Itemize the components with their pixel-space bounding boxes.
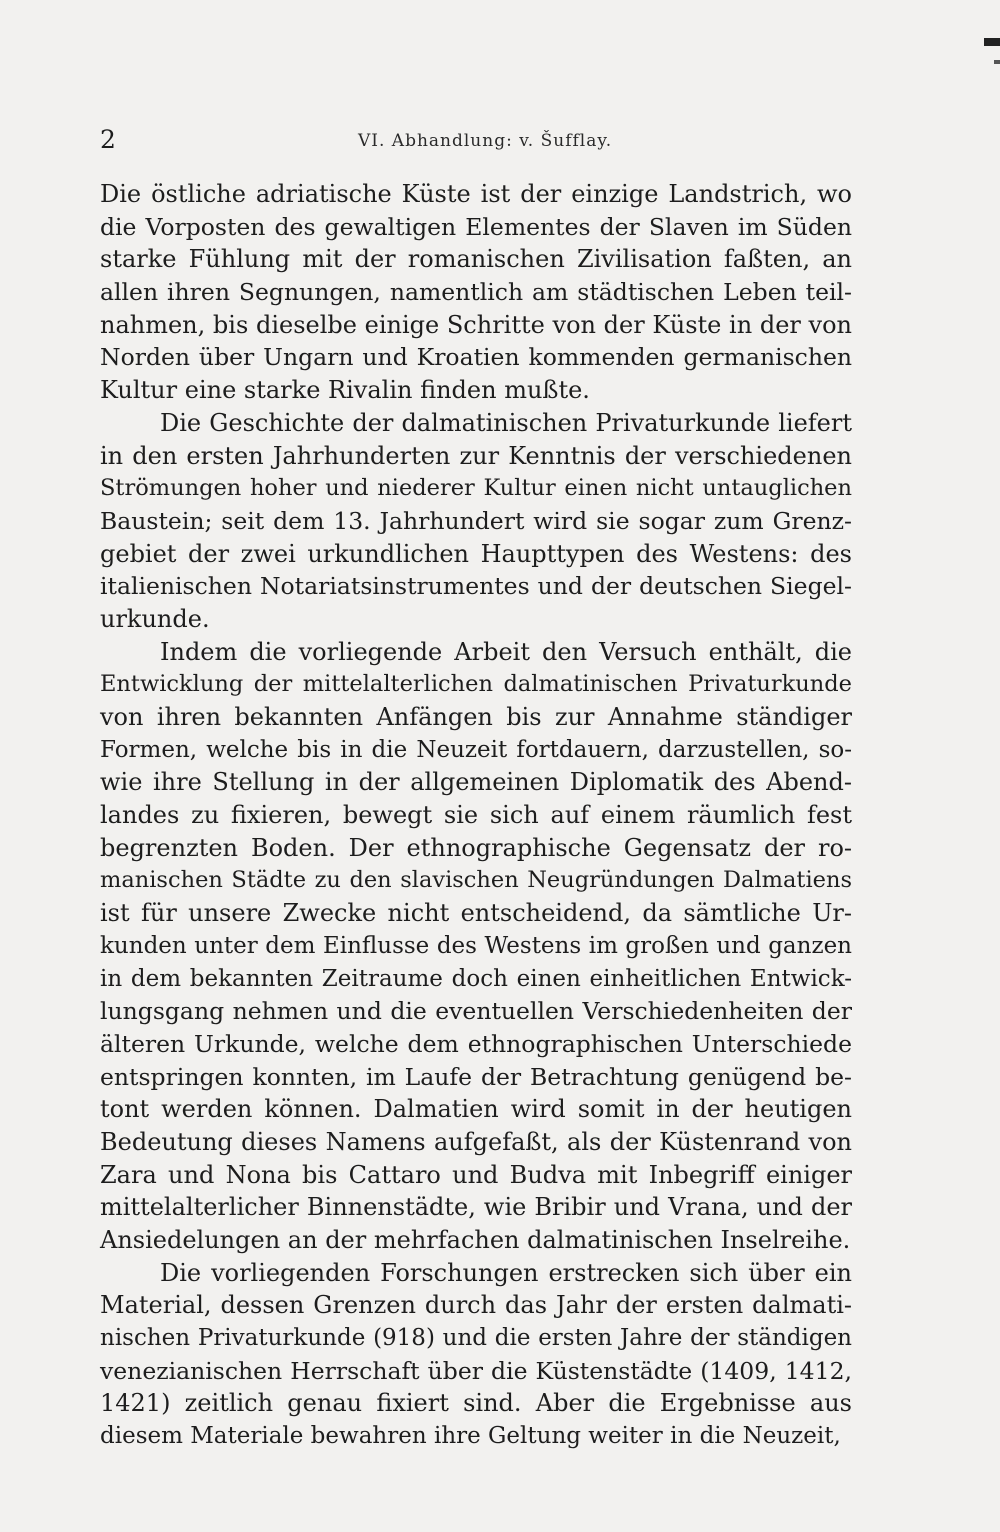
text-line: lungsgang nehmen und die eventuellen Verschiedenheiten der xyxy=(100,997,852,1026)
text-line: Strömungen hoher und niederer Kultur einen nicht untauglichen xyxy=(100,475,852,502)
scan-edge-mark xyxy=(984,38,1000,46)
text-line: Die Geschichte der dalmatinischen Privaturkunde liefert xyxy=(160,408,852,437)
text-line: nischen Privaturkunde (918) und die ersten Jahre der ständigen xyxy=(100,1325,852,1352)
text-line: entspringen konnten, im Laufe der Betrachtung genügend be- xyxy=(100,1062,852,1091)
text-line: Kultur eine starke Rivalin finden mußte. xyxy=(100,376,590,405)
text-line: in dem bekannten Zeitraume doch einen einheitlichen Entwick- xyxy=(100,965,852,992)
text-line: nahmen, bis dieselbe einige Schritte von der Küste in der von xyxy=(100,310,852,339)
text-line: diesem Materiale bewahren ihre Geltung weiter in die Neuzeit, xyxy=(100,1423,841,1450)
text-line: Indem die vorliegende Arbeit den Versuch enthält, die xyxy=(160,637,852,666)
text-line: von ihren bekannten Anfängen bis zur Annahme ständiger xyxy=(100,703,852,731)
scan-edge-speck xyxy=(994,60,1000,64)
text-line: Formen, welche bis in die Neuzeit fortdauern, darzustellen, so- xyxy=(100,736,852,763)
text-line: allen ihren Segnungen, namentlich am städtischen Leben teil- xyxy=(100,278,852,307)
text-line: kunden unter dem Einflusse des Westens im großen und ganzen xyxy=(100,932,852,959)
text-line: Baustein; seit dem 13. Jahrhundert wird sie sogar zum Grenz- xyxy=(100,506,852,535)
text-line: italienischen Notariatsinstrumentes und der deutschen Siegel- xyxy=(100,572,852,601)
text-line: älteren Urkunde, welche dem ethnographischen Unterschiede xyxy=(100,1029,852,1058)
text-line: 1421) zeitlich genau fixiert sind. Aber die Ergebnisse aus xyxy=(100,1389,852,1418)
running-title: VI. Abhandlung: v. Šufflay. xyxy=(358,131,613,151)
text-line: in den ersten Jahrhunderten zur Kenntnis der verschiedenen xyxy=(100,441,852,470)
text-line: landes zu fixieren, bewegt sie sich auf einem räumlich fest xyxy=(100,801,852,830)
text-line: Ansiedelungen an der mehrfachen dalmatinischen Inselreihe. xyxy=(100,1226,851,1254)
text-line: manischen Städte zu den slavischen Neugründungen Dalmatiens xyxy=(100,867,852,894)
text-line: die Vorposten des gewaltigen Elementes der Slaven im Süden xyxy=(100,212,852,241)
text-line: Norden über Ungarn und Kroatien kommenden germanischen xyxy=(100,343,852,372)
text-line: venezianischen Herrschaft über die Küstenstädte (1409, 1412, xyxy=(100,1356,852,1385)
text-line: urkunde. xyxy=(100,604,210,633)
body-text xyxy=(100,178,852,1453)
text-line: gebiet der zwei urkundlichen Haupttypen des Westens: des xyxy=(100,539,852,568)
text-line: Zara und Nona bis Cattaro und Budva mit Inbegriff einiger xyxy=(100,1160,852,1189)
text-line: wie ihre Stellung in der allgemeinen Diplomatik des Abend- xyxy=(100,768,852,797)
text-line: Material, dessen Grenzen durch das Jahr der ersten dalmati- xyxy=(100,1291,852,1320)
text-line: starke Fühlung mit der romanischen Zivilisation faßten, an xyxy=(100,245,852,274)
text-line: Die vorliegenden Forschungen erstrecken sich über ein xyxy=(160,1258,852,1287)
text-line: Bedeutung dieses Namens aufgefaßt, als der Küstenrand von xyxy=(100,1127,852,1156)
text-line: tont werden können. Dalmatien wird somit in der heutigen xyxy=(100,1095,852,1124)
text-line: mittelalterlicher Binnenstädte, wie Bribir und Vrana, und der xyxy=(100,1193,852,1222)
text-line: Entwicklung der mittelalterlichen dalmatinischen Privaturkunde xyxy=(100,671,852,698)
text-line: Die östliche adriatische Küste ist der einzige Landstrich, wo xyxy=(100,180,852,208)
text-line: begrenzten Boden. Der ethnographische Gegensatz der ro- xyxy=(100,833,852,862)
text-line: ist für unsere Zwecke nicht entscheidend, da sämtliche Ur- xyxy=(100,899,852,928)
running-head xyxy=(100,124,856,156)
page-number: 2 xyxy=(100,125,116,154)
